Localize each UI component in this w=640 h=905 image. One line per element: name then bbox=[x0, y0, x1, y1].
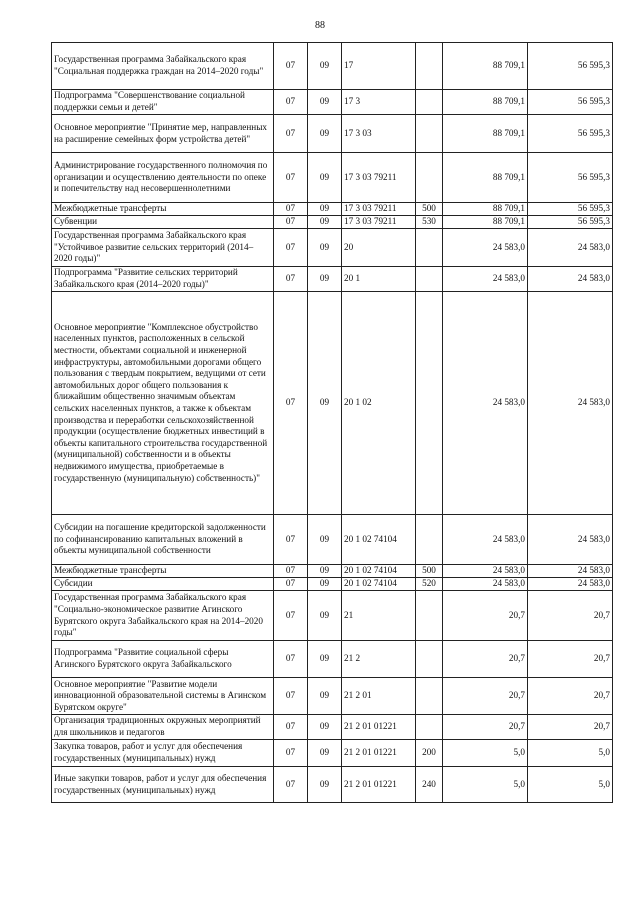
row-subsection: 09 bbox=[308, 565, 342, 578]
row-subsection: 09 bbox=[308, 43, 342, 90]
table-row bbox=[52, 203, 613, 216]
row-section: 07 bbox=[274, 565, 308, 578]
row-expense-type bbox=[416, 715, 443, 740]
row-target-code: 21 2 01 01221 bbox=[342, 767, 416, 803]
page-number: 88 bbox=[315, 20, 325, 31]
row-name: Субвенции bbox=[52, 216, 274, 229]
row-sum-2: 20,7 bbox=[528, 678, 613, 715]
row-expense-type: 500 bbox=[416, 565, 443, 578]
row-section: 07 bbox=[274, 641, 308, 678]
row-section: 07 bbox=[274, 153, 308, 203]
row-section: 07 bbox=[274, 43, 308, 90]
row-section: 07 bbox=[274, 767, 308, 803]
table-row bbox=[52, 715, 613, 740]
row-sum-1: 24 583,0 bbox=[443, 578, 528, 591]
row-target-code: 20 1 02 bbox=[342, 292, 416, 515]
row-section: 07 bbox=[274, 203, 308, 216]
row-name: Основное мероприятие "Комплексное обустройство населенных пунктов, расположенных в сельской местности, объектами социальной и инженерной инфраструктуры, автомобильными дорогами общего пользования с твердым покрытием, ведущими от сети автомобильных дорог общего пользования к ближайшим общественно значимым объектам сельских населенных пунктов, а также к объектам производства и переработки сельскохозяйственной продукции (осуществление бюджетных инвестиций в объекты капитального строительства государственной (муниципальной) собственности и в объекты недвижимого имущества, приобретаемые в государственную (муниципальную) собственность)" bbox=[52, 292, 274, 515]
row-expense-type bbox=[416, 229, 443, 267]
row-name: Иные закупки товаров, работ и услуг для обеспечения государственных (муниципальных) нужд bbox=[52, 767, 274, 803]
row-section: 07 bbox=[274, 216, 308, 229]
row-section: 07 bbox=[274, 591, 308, 641]
row-name: Государственная программа Забайкальского края "Социально-экономическое развитие Агинского Бурятского округа Забайкальского края на 2014–2020 годы" bbox=[52, 591, 274, 641]
row-name: Субсидии bbox=[52, 578, 274, 591]
row-target-code: 21 bbox=[342, 591, 416, 641]
row-sum-1: 88 709,1 bbox=[443, 43, 528, 90]
row-expense-type bbox=[416, 591, 443, 641]
row-name: Подпрограмма "Совершенствование социальной поддержки семьи и детей" bbox=[52, 90, 274, 115]
row-sum-1: 20,7 bbox=[443, 641, 528, 678]
row-name: Основное мероприятие "Развитие модели инновационной образовательной системы в Агинском Бурятском округе" bbox=[52, 678, 274, 715]
row-name: Государственная программа Забайкальского края "Социальная поддержка граждан на 2014–2020 годы" bbox=[52, 43, 274, 90]
row-target-code: 21 2 01 01221 bbox=[342, 715, 416, 740]
row-subsection: 09 bbox=[308, 216, 342, 229]
table-row bbox=[52, 292, 613, 515]
row-subsection: 09 bbox=[308, 591, 342, 641]
row-sum-1: 88 709,1 bbox=[443, 216, 528, 229]
row-sum-2: 56 595,3 bbox=[528, 115, 613, 153]
row-expense-type bbox=[416, 515, 443, 565]
row-expense-type bbox=[416, 115, 443, 153]
row-target-code: 17 bbox=[342, 43, 416, 90]
table-row bbox=[52, 678, 613, 715]
row-sum-1: 24 583,0 bbox=[443, 292, 528, 515]
row-section: 07 bbox=[274, 115, 308, 153]
row-subsection: 09 bbox=[308, 203, 342, 216]
row-target-code: 21 2 01 01221 bbox=[342, 740, 416, 767]
table-row bbox=[52, 90, 613, 115]
row-target-code: 20 1 02 74104 bbox=[342, 515, 416, 565]
row-target-code: 17 3 03 79211 bbox=[342, 203, 416, 216]
row-subsection: 09 bbox=[308, 115, 342, 153]
row-sum-1: 5,0 bbox=[443, 767, 528, 803]
row-section: 07 bbox=[274, 90, 308, 115]
row-expense-type: 500 bbox=[416, 203, 443, 216]
row-subsection: 09 bbox=[308, 641, 342, 678]
row-section: 07 bbox=[274, 229, 308, 267]
row-subsection: 09 bbox=[308, 715, 342, 740]
row-sum-2: 56 595,3 bbox=[528, 216, 613, 229]
row-sum-1: 20,7 bbox=[443, 715, 528, 740]
row-sum-2: 24 583,0 bbox=[528, 292, 613, 515]
row-expense-type bbox=[416, 43, 443, 90]
row-subsection: 09 bbox=[308, 90, 342, 115]
row-name: Организация традиционных окружных мероприятий для школьников и педагогов bbox=[52, 715, 274, 740]
row-subsection: 09 bbox=[308, 767, 342, 803]
row-sum-1: 20,7 bbox=[443, 678, 528, 715]
table-row bbox=[52, 591, 613, 641]
row-sum-2: 56 595,3 bbox=[528, 153, 613, 203]
row-name: Подпрограмма "Развитие сельских территорий Забайкальского края (2014–2020 годы)" bbox=[52, 267, 274, 292]
table-row bbox=[52, 641, 613, 678]
row-sum-1: 24 583,0 bbox=[443, 515, 528, 565]
row-subsection: 09 bbox=[308, 153, 342, 203]
row-name: Субсидии на погашение кредиторской задолженности по софинансированию капитальных вложений в объекты муниципальной собственности bbox=[52, 515, 274, 565]
row-sum-2: 24 583,0 bbox=[528, 267, 613, 292]
row-target-code: 17 3 bbox=[342, 90, 416, 115]
row-sum-2: 5,0 bbox=[528, 767, 613, 803]
row-target-code: 17 3 03 79211 bbox=[342, 153, 416, 203]
row-sum-2: 56 595,3 bbox=[528, 90, 613, 115]
row-sum-1: 5,0 bbox=[443, 740, 528, 767]
row-subsection: 09 bbox=[308, 229, 342, 267]
row-target-code: 17 3 03 79211 bbox=[342, 216, 416, 229]
row-sum-2: 24 583,0 bbox=[528, 229, 613, 267]
row-section: 07 bbox=[274, 578, 308, 591]
row-section: 07 bbox=[274, 740, 308, 767]
row-sum-1: 20,7 bbox=[443, 591, 528, 641]
row-subsection: 09 bbox=[308, 292, 342, 515]
row-name: Администрирование государственного полномочия по организации и осуществлению деятельности по опеке и попечительству над несовершеннолетними bbox=[52, 153, 274, 203]
row-section: 07 bbox=[274, 678, 308, 715]
row-subsection: 09 bbox=[308, 578, 342, 591]
row-sum-1: 88 709,1 bbox=[443, 115, 528, 153]
row-sum-1: 24 583,0 bbox=[443, 565, 528, 578]
row-expense-type bbox=[416, 267, 443, 292]
table-row bbox=[52, 153, 613, 203]
table-row bbox=[52, 267, 613, 292]
row-expense-type: 200 bbox=[416, 740, 443, 767]
table-row bbox=[52, 767, 613, 803]
row-sum-2: 56 595,3 bbox=[528, 203, 613, 216]
row-target-code: 17 3 03 bbox=[342, 115, 416, 153]
row-target-code: 21 2 01 bbox=[342, 678, 416, 715]
row-name: Межбюджетные трансферты bbox=[52, 203, 274, 216]
table-row bbox=[52, 216, 613, 229]
row-target-code: 20 1 bbox=[342, 267, 416, 292]
row-section: 07 bbox=[274, 515, 308, 565]
table-row bbox=[52, 43, 613, 90]
row-name: Межбюджетные трансферты bbox=[52, 565, 274, 578]
table-row bbox=[52, 578, 613, 591]
row-expense-type bbox=[416, 641, 443, 678]
row-expense-type: 520 bbox=[416, 578, 443, 591]
row-sum-2: 24 583,0 bbox=[528, 515, 613, 565]
row-sum-2: 20,7 bbox=[528, 641, 613, 678]
row-sum-2: 24 583,0 bbox=[528, 578, 613, 591]
row-sum-1: 88 709,1 bbox=[443, 153, 528, 203]
row-sum-2: 5,0 bbox=[528, 740, 613, 767]
row-subsection: 09 bbox=[308, 267, 342, 292]
row-expense-type bbox=[416, 292, 443, 515]
row-section: 07 bbox=[274, 267, 308, 292]
row-name: Государственная программа Забайкальского края "Устойчивое развитие сельских территорий (2014–2020 годы)" bbox=[52, 229, 274, 267]
row-target-code: 21 2 bbox=[342, 641, 416, 678]
row-subsection: 09 bbox=[308, 678, 342, 715]
row-expense-type bbox=[416, 678, 443, 715]
row-name: Подпрограмма "Развитие социальной сферы Агинского Бурятского округа Забайкальского bbox=[52, 641, 274, 678]
row-target-code: 20 1 02 74104 bbox=[342, 565, 416, 578]
table-row bbox=[52, 115, 613, 153]
row-sum-1: 24 583,0 bbox=[443, 267, 528, 292]
row-expense-type: 530 bbox=[416, 216, 443, 229]
row-subsection: 09 bbox=[308, 515, 342, 565]
table-row bbox=[52, 229, 613, 267]
row-section: 07 bbox=[274, 292, 308, 515]
budget-table bbox=[51, 42, 613, 803]
row-target-code: 20 bbox=[342, 229, 416, 267]
table-row bbox=[52, 515, 613, 565]
row-target-code: 20 1 02 74104 bbox=[342, 578, 416, 591]
row-section: 07 bbox=[274, 715, 308, 740]
row-sum-2: 24 583,0 bbox=[528, 565, 613, 578]
row-sum-2: 56 595,3 bbox=[528, 43, 613, 90]
table-row bbox=[52, 740, 613, 767]
row-expense-type: 240 bbox=[416, 767, 443, 803]
row-sum-2: 20,7 bbox=[528, 715, 613, 740]
row-name: Основное мероприятие "Принятие мер, направленных на расширение семейных форм устройства детей" bbox=[52, 115, 274, 153]
row-expense-type bbox=[416, 90, 443, 115]
row-expense-type bbox=[416, 153, 443, 203]
row-sum-1: 88 709,1 bbox=[443, 203, 528, 216]
row-name: Закупка товаров, работ и услуг для обеспечения государственных (муниципальных) нужд bbox=[52, 740, 274, 767]
row-sum-1: 24 583,0 bbox=[443, 229, 528, 267]
table-row bbox=[52, 565, 613, 578]
row-subsection: 09 bbox=[308, 740, 342, 767]
row-sum-2: 20,7 bbox=[528, 591, 613, 641]
row-sum-1: 88 709,1 bbox=[443, 90, 528, 115]
